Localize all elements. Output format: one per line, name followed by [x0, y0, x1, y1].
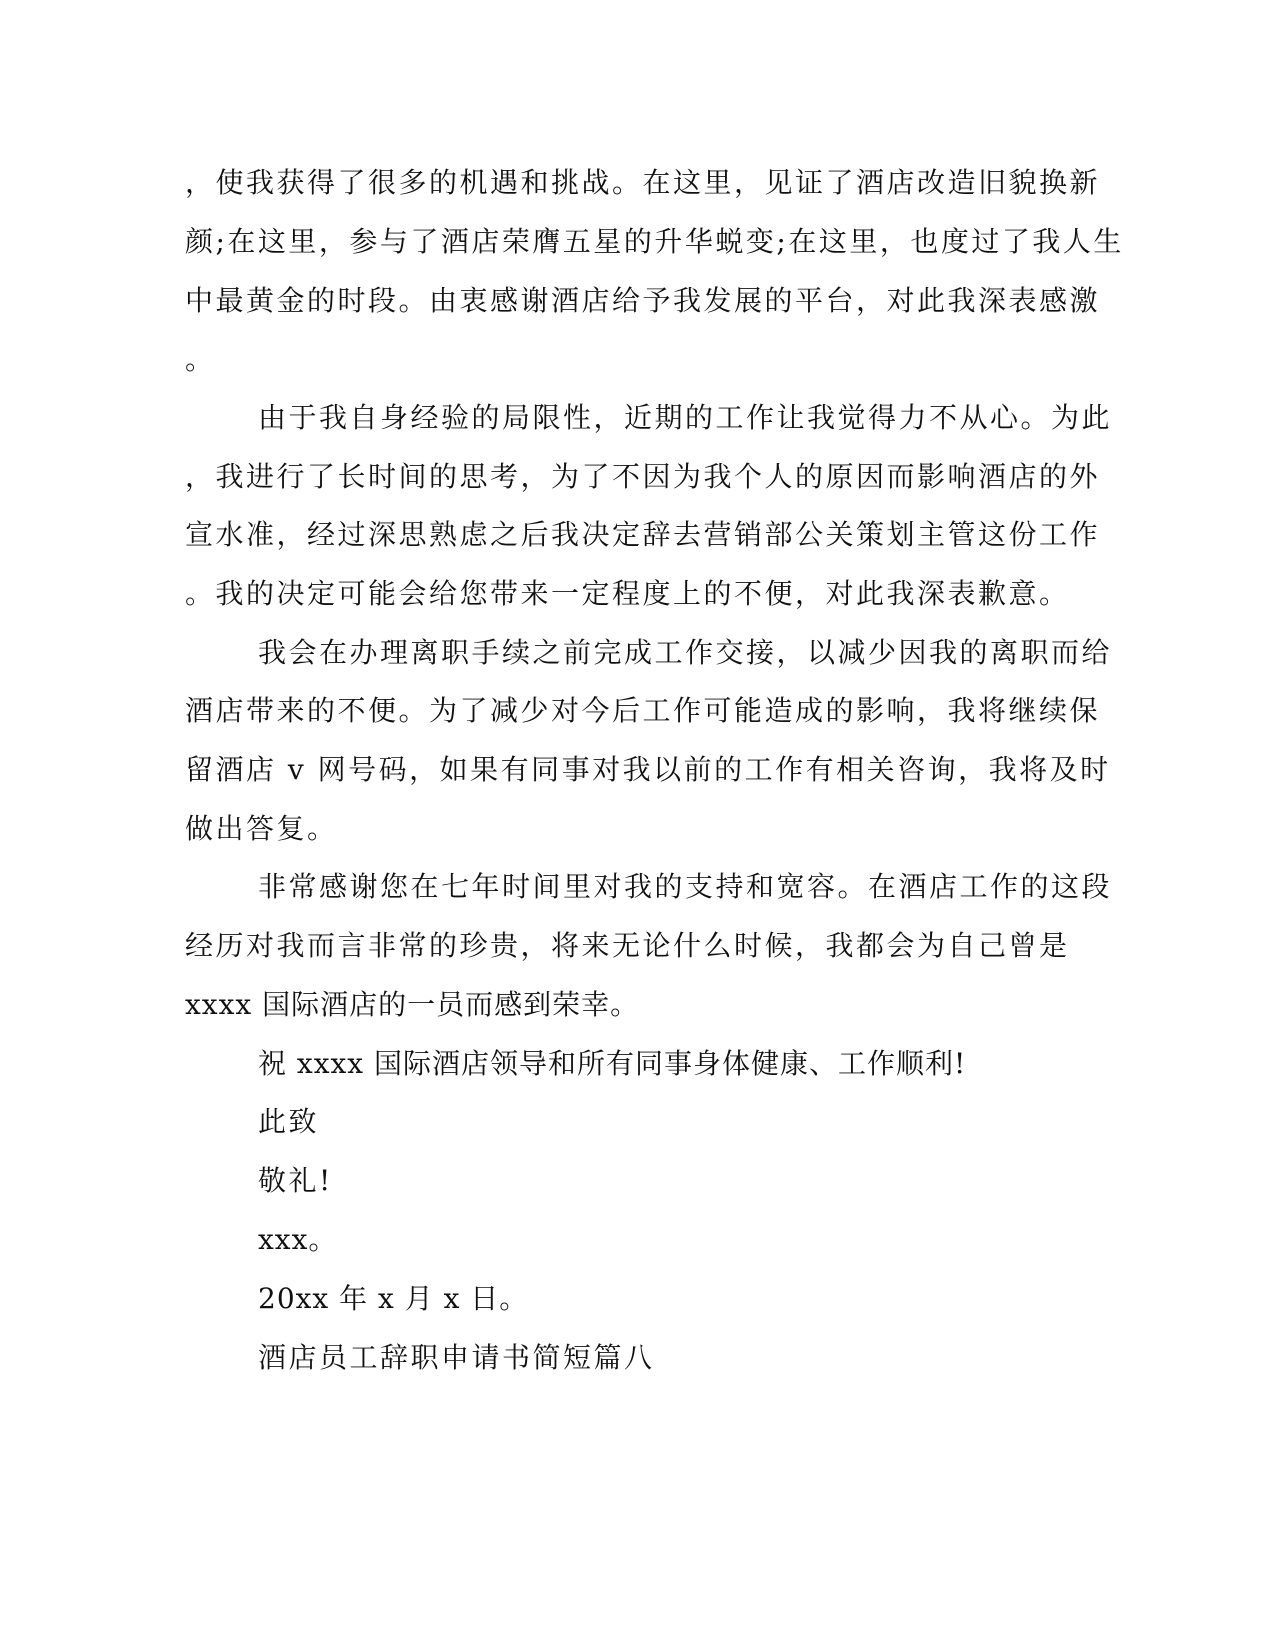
salutation-cizhi: 此致 — [258, 1105, 320, 1138]
text-line: 做出答复。 — [185, 812, 338, 845]
signature-date: 20xx 年 x 月 x 日。 — [258, 1282, 529, 1315]
paragraph-start-line: 非常感谢您在七年时间里对我的支持和宽容。在酒店工作的这段 — [258, 870, 1113, 903]
text-line: 酒店带来的不便。为了减少对今后工作可能造成的影响，我将继续保 — [185, 694, 1101, 727]
text-line: ，我进行了长时间的思考，为了不因为我个人的原因而影响酒店的外 — [185, 460, 1101, 493]
text-line: 中最黄金的时段。由衷感谢酒店给予我发展的平台，对此我深表感激 — [185, 284, 1101, 317]
section-heading: 酒店员工辞职申请书简短篇八 — [258, 1341, 655, 1374]
text-line: 宣水准，经过深思熟虑之后我决定辞去营销部公关策划主管这份工作 — [185, 518, 1101, 551]
signature-name: xxx。 — [258, 1223, 338, 1256]
paragraph-start-line: 我会在办理离职手续之前完成工作交接，以减少因我的离职而给 — [258, 636, 1113, 669]
text-line: xxxx 国际酒店的一员而感到荣幸。 — [185, 988, 640, 1021]
paragraph-start-line: 由于我自身经验的局限性，近期的工作让我觉得力不从心。为此 — [258, 401, 1113, 434]
text-line: 。 — [185, 343, 216, 376]
text-line: 留酒店 v 网号码，如果有同事对我以前的工作有相关咨询，我将及时 — [185, 753, 1111, 786]
text-line: ，使我获得了很多的机遇和挑战。在这里，见证了酒店改造旧貌换新 — [185, 166, 1101, 199]
text-line: 经历对我而言非常的珍贵，将来无论什么时候，我都会为自己曾是 — [185, 929, 1070, 962]
closing-wish: 祝 xxxx 国际酒店领导和所有同事身体健康、工作顺利! — [258, 1047, 967, 1080]
text-line: 。我的决定可能会给您带来一定程度上的不便，对此我深表歉意。 — [185, 577, 1070, 610]
salutation-jingli: 敬礼! — [258, 1164, 333, 1197]
text-line: 颜;在这里，参与了酒店荣膺五星的升华蜕变;在这里，也度过了我人生 — [185, 225, 1124, 258]
